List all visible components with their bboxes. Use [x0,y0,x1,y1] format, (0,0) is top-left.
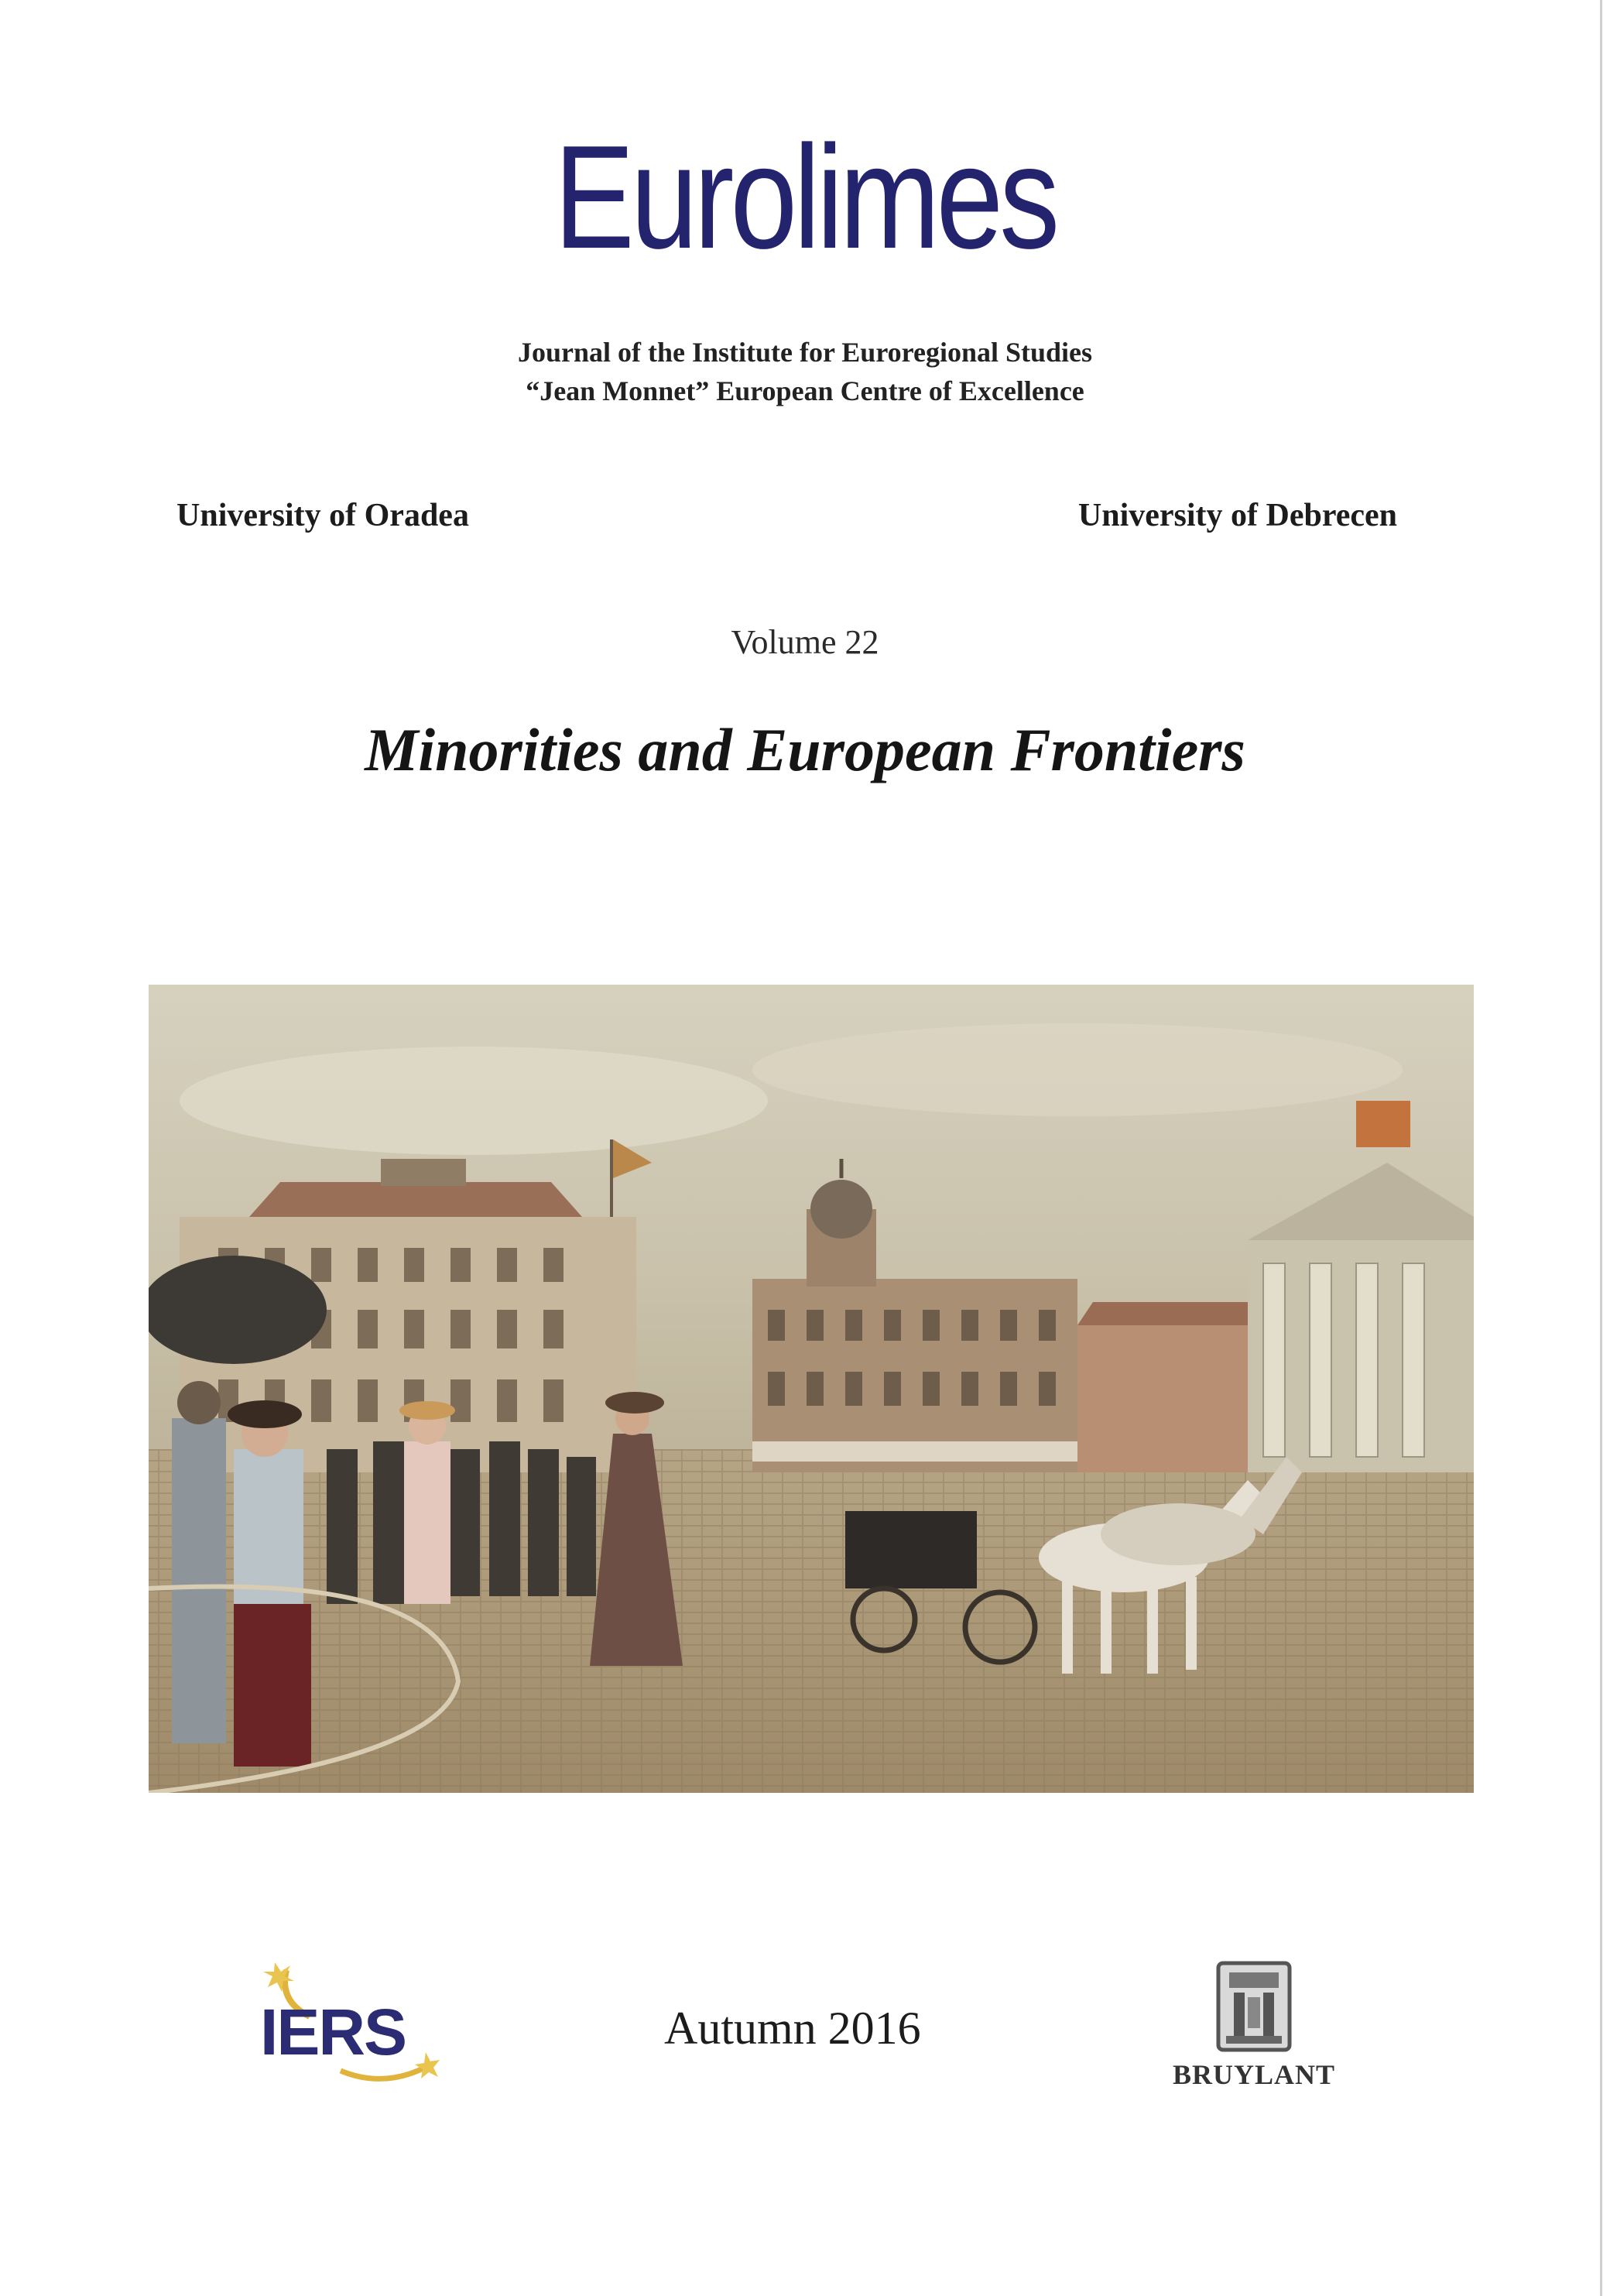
university-oradea: University of Oradea [176,498,469,533]
volume-number: Volume 22 [731,623,879,661]
iers-logo [255,1955,457,2102]
journal-subtitle-line1: Journal of the Institute for Euroregional Studies [517,337,1093,368]
iers-logo-text: IERS [260,1996,406,2068]
issue-theme: Minorities and European Frontiers [365,716,1245,783]
university-debrecen: University of Debrecen [1077,498,1397,533]
cover-photo-city-square [149,985,1474,1793]
bruylant-logo-text: BRUYLANT [1172,2059,1336,2090]
journal-subtitle-line2: “Jean Monnet” European Centre of Excellence [526,375,1084,406]
journal-title: Eurolimes [553,115,1057,279]
postcard-illustration [149,985,1474,1793]
issue-date: Autumn 2016 [664,2003,921,2054]
bruylant-logo [1169,1958,1339,2113]
bruylant-emblem-icon [1214,1958,1294,2054]
